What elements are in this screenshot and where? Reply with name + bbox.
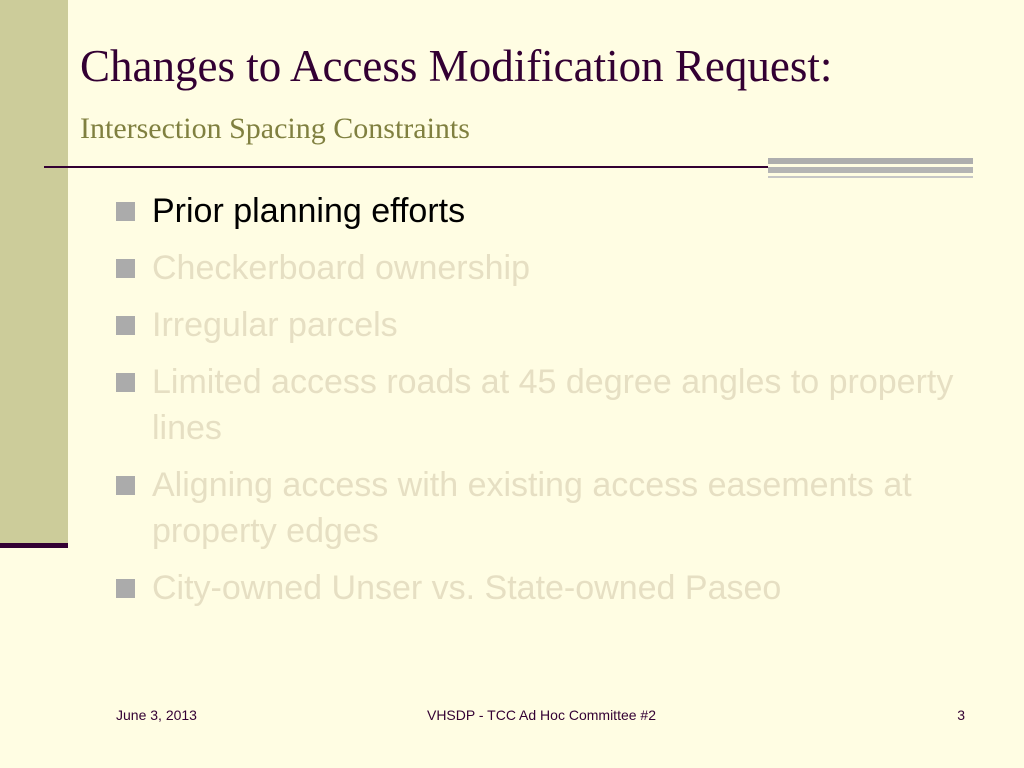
bullet-item — [116, 462, 956, 554]
square-bullet-icon — [116, 579, 135, 598]
bullet-text: Aligning access with existing access easements at property edges — [152, 466, 912, 550]
accent-stripe — [768, 176, 973, 178]
square-bullet-icon — [116, 316, 135, 335]
bullet-item — [116, 188, 956, 234]
bullet-item — [116, 565, 956, 611]
title-divider-line — [44, 166, 768, 168]
bullet-item — [116, 359, 956, 451]
left-band-rule — [0, 543, 68, 548]
square-bullet-icon — [116, 373, 135, 392]
bullet-text: Limited access roads at 45 degree angles to property lines — [152, 363, 954, 447]
left-decorative-band — [0, 0, 68, 546]
footer-title: VHSDP - TCC Ad Hoc Committee #2 — [426, 707, 656, 723]
accent-stripe — [768, 158, 973, 164]
bullet-item — [116, 302, 956, 348]
bullet-text: Prior planning efforts — [152, 192, 466, 230]
title-accent-bar — [768, 156, 973, 180]
bullet-list — [116, 188, 956, 622]
slide-subtitle: Intersection Spacing Constraints — [80, 112, 470, 145]
bullet-text: Irregular parcels — [152, 306, 398, 344]
square-bullet-icon — [116, 476, 135, 495]
slide-number: 3 — [957, 707, 965, 723]
square-bullet-icon — [116, 202, 135, 221]
slide-title: Changes to Access Modification Request: — [80, 41, 833, 91]
footer-date: June 3, 2013 — [116, 707, 197, 723]
accent-stripe — [768, 167, 973, 173]
bullet-text: Checkerboard ownership — [152, 249, 530, 287]
square-bullet-icon — [116, 259, 135, 278]
bullet-item — [116, 245, 956, 291]
bullet-text: City-owned Unser vs. State-owned Paseo — [152, 569, 782, 607]
